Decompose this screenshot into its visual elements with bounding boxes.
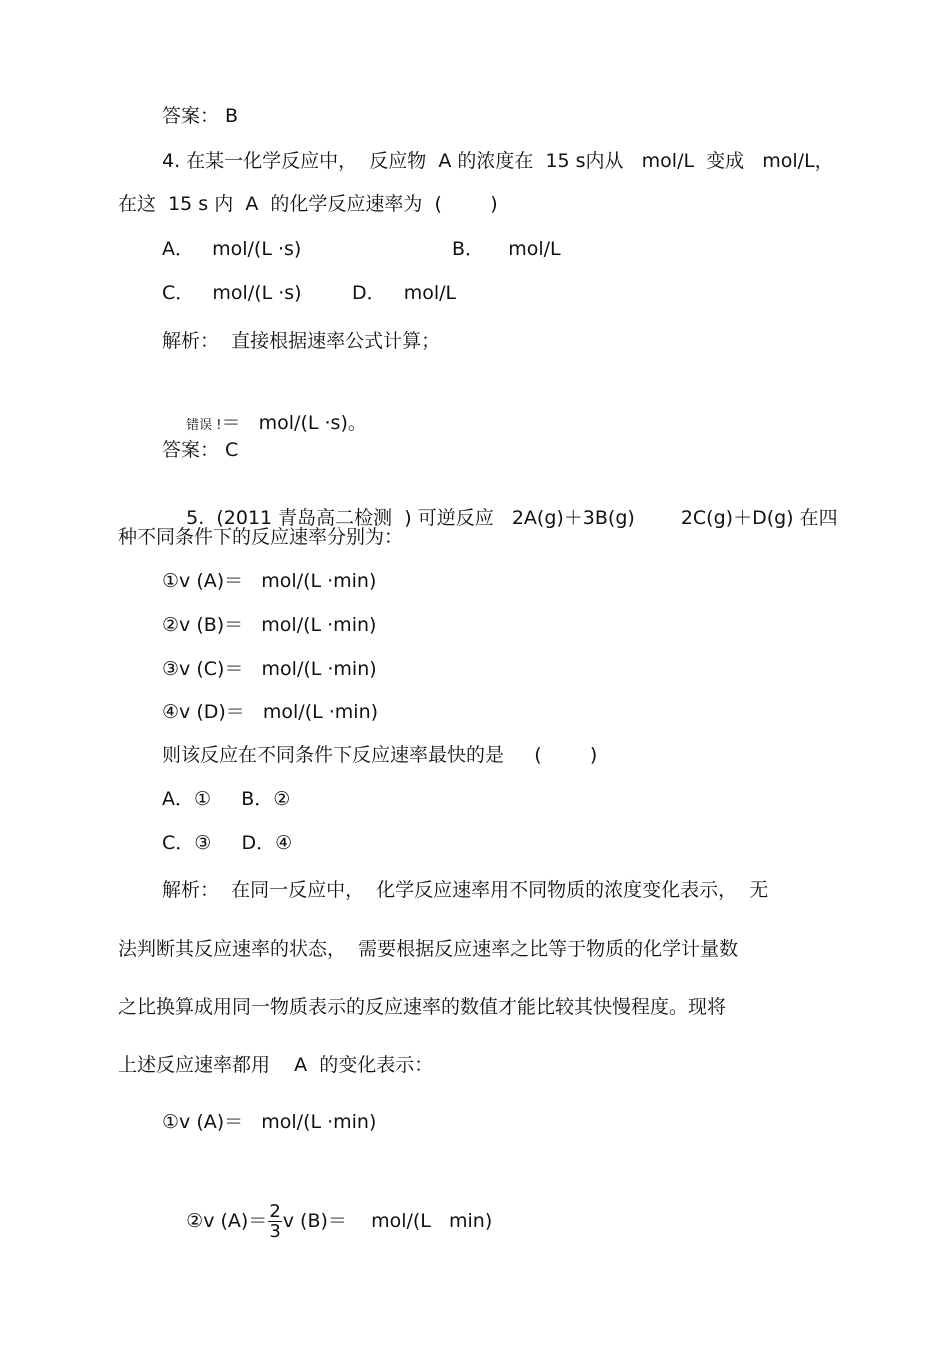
- answer-q3: 答案： B: [162, 105, 239, 127]
- q5-rate-4: ④v (D)＝ mol/(L ·min): [162, 701, 379, 723]
- q5-analysis-line2: 法判断其反应速率的状态， 需要根据反应速率之比等于物质的化学计量数: [118, 938, 739, 960]
- q5-rate-1: ①v (A)＝ mol/(L ·min): [162, 570, 377, 592]
- q5-products: 2C(g)＋D(g) 在四: [680, 507, 838, 529]
- q5-options-row2: C．③ D．④: [162, 832, 293, 854]
- fraction-denominator: 3: [269, 1221, 281, 1242]
- error-label: 错误 !: [186, 418, 222, 433]
- q5-rate-3: ③v (C)＝ mol/(L ·min): [162, 658, 377, 680]
- q5-conversion-2: [162, 1161, 492, 1281]
- answer-q4: 答案： C: [162, 439, 239, 461]
- q4-analysis: 解析： 直接根据速率公式计算；: [162, 330, 441, 352]
- q4-calc-result: ＝ mol/(L ·s)。: [221, 412, 367, 434]
- q5-conversion-1: ①v (A)＝ mol/(L ·min): [162, 1111, 377, 1133]
- fraction-two-thirds: [268, 1202, 281, 1241]
- q4-option-d: D． mol/L: [352, 282, 457, 304]
- q4-stem-line1: 4. 在某一化学反应中， 反应物 A 的浓度在 15 s内从 mol/L 变成 mol/L，: [162, 150, 834, 172]
- q4-stem-line2: 在这 15 s 内 A 的化学反应速率为 ( ): [118, 193, 498, 215]
- fraction-numerator: 2: [269, 1201, 281, 1222]
- conv2-prefix: ②v (A)＝: [186, 1210, 268, 1232]
- q4-option-a: A． mol/(L ·s): [162, 238, 302, 260]
- q5-options-row1: A．① B．②: [162, 788, 291, 810]
- q5-analysis-line3: 之比换算成用同一物质表示的反应速率的数值才能比较其快慢程度。现将: [118, 996, 727, 1018]
- q4-option-b: B． mol/L: [452, 238, 561, 260]
- q5-reactants: 5. (2011 青岛高二检测 ) 可逆反应 2A(g)＋3B(g): [186, 507, 635, 529]
- q5-analysis-line4: 上述反应速率都用 A 的变化表示：: [118, 1054, 434, 1076]
- q5-question: 则该反应在不同条件下反应速率最快的是 ( ): [162, 744, 598, 766]
- q5-stem-line2: 种不同条件下的反应速率分别为：: [118, 526, 404, 548]
- q5-rate-2: ②v (B)＝ mol/(L ·min): [162, 614, 377, 636]
- q5-analysis-line1: 解析： 在同一反应中， 化学反应速率用不同物质的浓度变化表示， 无: [162, 879, 769, 901]
- q4-option-c: C． mol/(L ·s): [162, 282, 302, 304]
- conv2-suffix: v (B)＝ mol/(L min): [282, 1210, 493, 1232]
